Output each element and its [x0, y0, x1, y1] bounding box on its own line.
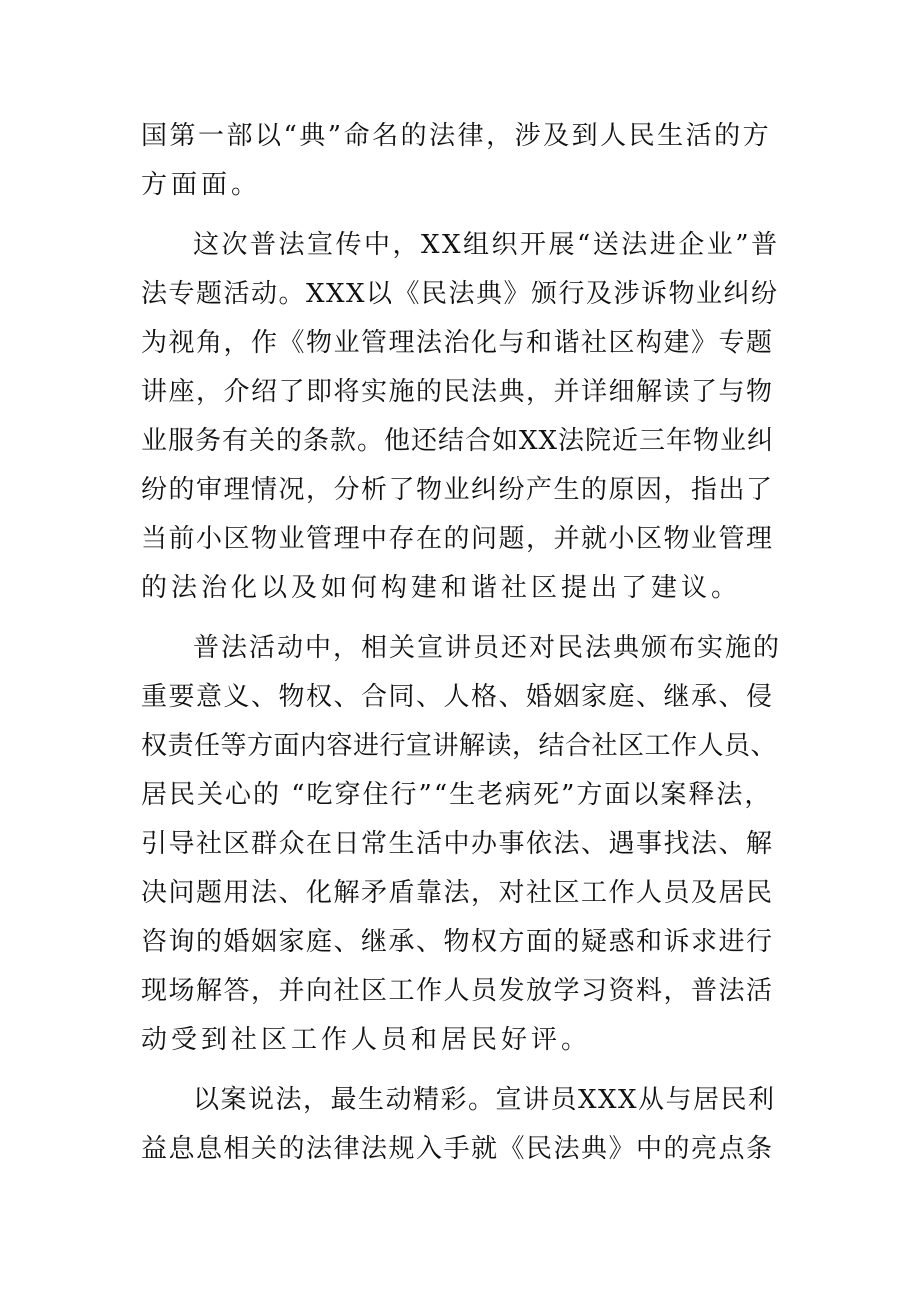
text-line: 居民关心的 “吃穿住行”“生老病死”方面以案释法，: [141, 780, 773, 810]
text-line: 讲座，介绍了即将实施的民法典，并详细解读了与物: [141, 377, 774, 407]
text-line: 咨询的婚姻家庭、继承、物权方面的疑惑和诉求进行: [141, 927, 774, 957]
text-line: 为视角，作《物业管理法治化与和谐社区构建》专题: [141, 328, 774, 358]
text-line: 当前小区物业管理中存在的问题，并就小区物业管理: [141, 524, 774, 554]
text-line: 的法治化以及如何构建和谐社区提出了建议。: [141, 573, 742, 603]
text-line: 方面面。: [141, 170, 262, 200]
text-line: 重要意义、物权、合同、人格、婚姻家庭、继承、侵: [141, 682, 774, 712]
text-line: 决问题用法、化解矛盾靠法，对社区工作人员及居民: [141, 878, 774, 908]
text-line: 益息息相关的法律法规入手就《民法典》中的亮点条: [141, 1134, 774, 1164]
text-line: 业服务有关的条款。他还结合如XX法院近三年物业纠: [141, 426, 775, 456]
text-line: 现场解答，并向社区工作人员发放学习资料，普法活: [141, 976, 774, 1006]
text-line: 纷的审理情况，分析了物业纠纷产生的原因，指出了: [141, 475, 774, 505]
text-line: 法专题活动。XXX以《民法典》颁行及涉诉物业纠纷: [141, 279, 779, 309]
text-line: 权责任等方面内容进行宣讲解读，结合社区工作人员、: [141, 731, 778, 761]
text-line: 动受到社区工作人员和居民好评。: [141, 1025, 592, 1055]
text-line: 以案说法，最生动精彩。宣讲员XXX从与居民利: [193, 1085, 776, 1115]
text-line: 国第一部以“典”命名的法律，涉及到人民生活的方: [141, 121, 772, 151]
text-line: 普法活动中，相关宣讲员还对民法典颁布实施的: [193, 633, 782, 663]
text-line: 这次普法宣传中，XX组织开展“送法进企业”普: [193, 230, 780, 260]
text-line: 引导社区群众在日常生活中办事依法、遇事找法、解: [141, 829, 774, 859]
